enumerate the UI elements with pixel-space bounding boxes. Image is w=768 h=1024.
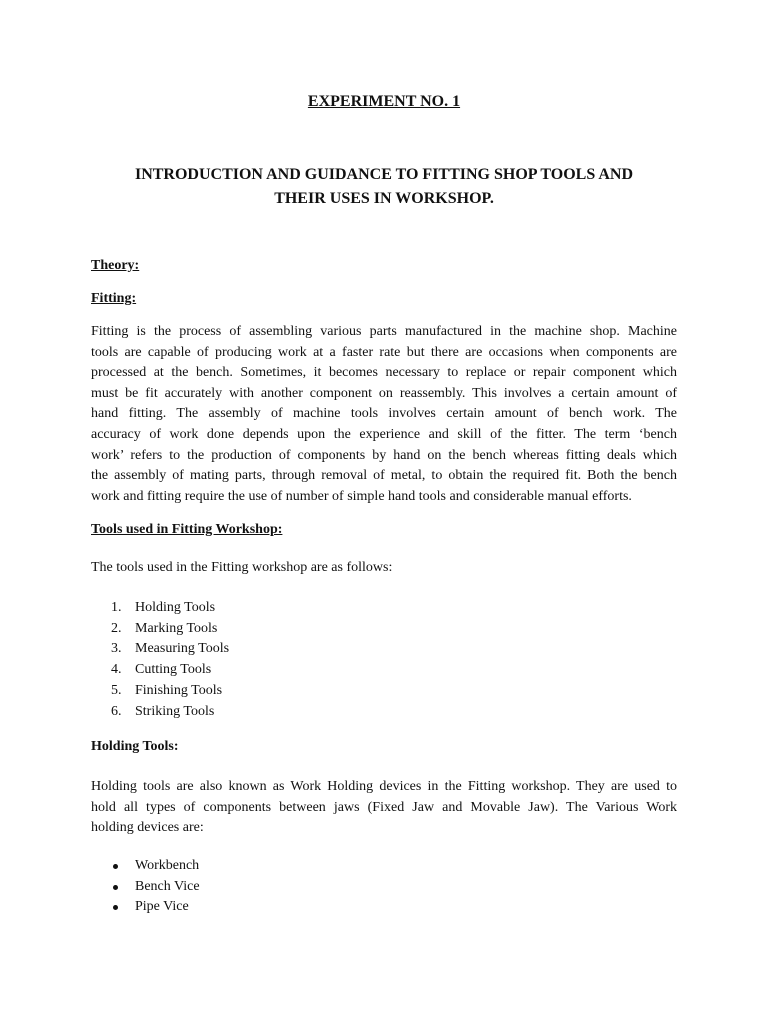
paragraph-line: hand fitting. The assembly of machine tools involves certain amount of bench work. The (91, 406, 677, 422)
paragraph-line: tools are capable of producing work at a faster rate but there are occasions when components are (91, 344, 677, 360)
paragraph-line: holding devices are: (91, 820, 204, 836)
fitting-heading: Fitting: (91, 291, 137, 306)
main-title-line: INTRODUCTION AND GUIDANCE TO FITTING SHOP TOOLS AND (134, 166, 634, 183)
paragraph-line: Holding tools are also known as Work Holding devices in the Fitting workshop. They are used to (91, 779, 677, 794)
main-title (90, 163, 678, 211)
tools-heading: Tools used in Fitting Workshop: (91, 522, 283, 537)
list-number: 6. (111, 703, 122, 719)
list-number: 1. (111, 600, 122, 615)
holding-devices-list (113, 856, 200, 918)
theory-heading: Theory: (91, 258, 140, 273)
list-item (111, 660, 229, 681)
paragraph-line: accuracy of work done depends upon the experience and skill of the fitter. The term ‘bench (91, 426, 677, 442)
list-item-label: Cutting Tools (135, 662, 212, 678)
list-item (111, 702, 229, 723)
list-item (111, 681, 229, 702)
list-item-label: Holding Tools (135, 600, 216, 615)
paragraph-line: the assembly of mating parts, through removal of metal, to obtain the required fit. Both the bench (91, 468, 677, 484)
paragraph-line: processed at the bench. Sometimes, it becomes necessary to replace or repair component which (91, 365, 677, 381)
list-number: 5. (111, 682, 122, 698)
list-item (113, 897, 200, 918)
paragraph-line: must be fit accurately with another component on reassembly. This involves a certain amount of (91, 385, 677, 401)
paragraph-line: work and fitting require the use of number of simple hand tools and considerable manual efforts. (91, 488, 632, 504)
list-item-label: Finishing Tools (135, 682, 223, 698)
paragraph-line: work’ refers to the production of components by hand on the bench whereas fitting deals which (91, 447, 677, 463)
list-item-label: Marking Tools (135, 620, 218, 636)
list-item (113, 877, 200, 898)
list-number: 3. (111, 641, 122, 657)
bullet-icon (113, 864, 118, 869)
tools-intro: The tools used in the Fitting workshop are as follows: (91, 560, 393, 575)
bullet-icon (113, 905, 118, 910)
paragraph-line: hold all types of components between jaws (Fixed Jaw and Movable Jaw). The Various Work (91, 799, 677, 815)
main-title-line: THEIR USES IN WORKSHOP. (274, 190, 494, 207)
list-item-label: Striking Tools (135, 703, 215, 719)
paragraph-line: Fitting is the process of assembling various parts manufactured in the machine shop. Machine (91, 324, 677, 339)
holding-tools-heading: Holding Tools: (91, 739, 179, 754)
list-number: 2. (111, 620, 122, 636)
list-item (111, 619, 229, 640)
list-item-label: Workbench (135, 858, 200, 873)
experiment-title: EXPERIMENT NO. 1 (307, 93, 461, 110)
list-item (111, 639, 229, 660)
fitting-paragraph (91, 322, 677, 507)
list-item-label: Measuring Tools (135, 641, 230, 657)
list-item-label: Pipe Vice (135, 899, 189, 915)
holding-paragraph (91, 777, 677, 839)
list-item (113, 856, 200, 877)
list-number: 4. (111, 662, 122, 678)
list-item-label: Bench Vice (135, 878, 200, 894)
list-item (111, 598, 229, 619)
tools-list (111, 598, 229, 722)
bullet-icon (113, 885, 118, 890)
